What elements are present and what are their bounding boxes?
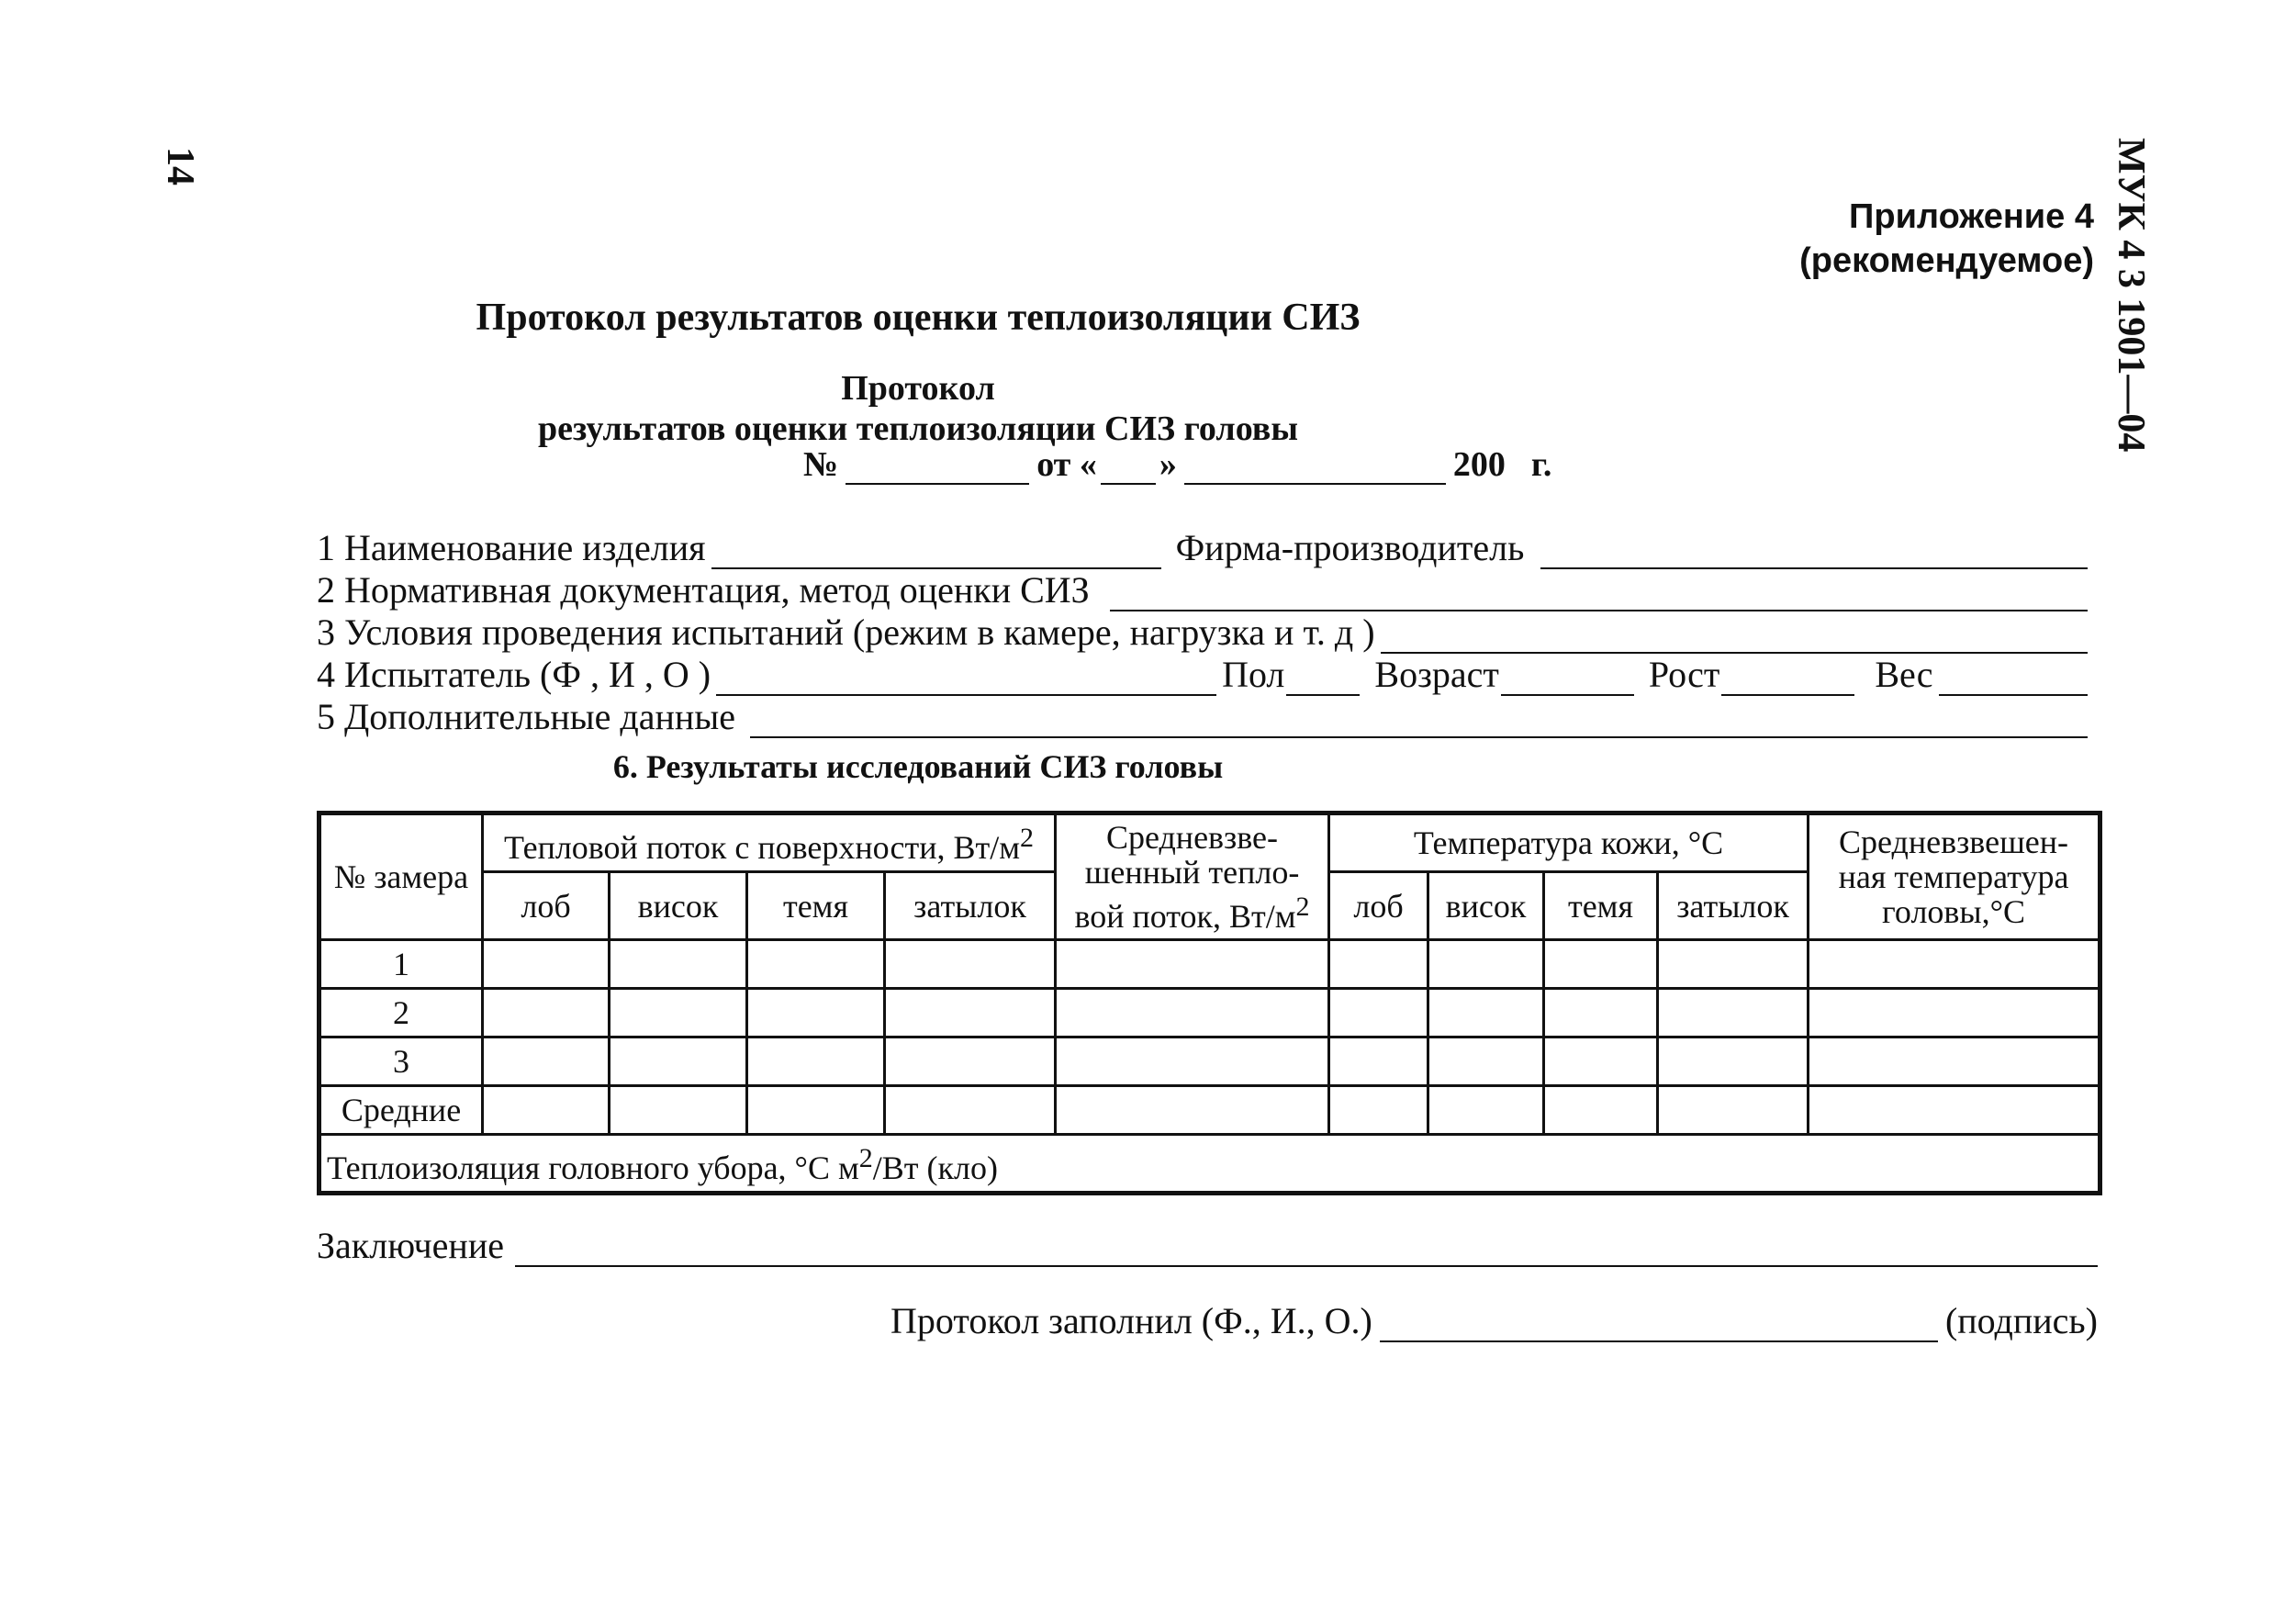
row-label: 1 [319,940,483,989]
table-cell[interactable] [1658,940,1809,989]
table-cell[interactable] [747,1037,885,1086]
insulation-unit: /Вт (кло) [872,1150,998,1186]
date-from-label: от « [1036,445,1097,484]
temp-forehead-header: лоб [1329,872,1428,940]
table-cell[interactable] [1809,1086,2100,1135]
temp-temple-header: висок [1428,872,1544,940]
table-cell[interactable] [610,1037,747,1086]
sex-field[interactable] [1286,661,1360,696]
row-label: 2 [319,989,483,1037]
table-cell[interactable] [610,989,747,1037]
table-cell[interactable] [1658,1037,1809,1086]
row-label: 3 [319,1037,483,1086]
manufacturer-label: Фирма-производитель [1175,527,1525,568]
weighted-flux-line-3-text: вой поток, Вт/м [1074,898,1296,935]
weighted-temp-line-1: Средневзвешен- [1839,824,2069,860]
flux-crown-header: темя [747,872,885,940]
table-row [319,1086,2100,1135]
table-row [319,989,2100,1037]
conclusion-field[interactable] [515,1232,2098,1267]
weighted-temp-header [1809,813,2100,940]
sex-label: Пол [1222,654,1285,695]
tester-name-field[interactable] [716,661,1216,696]
table-cell[interactable] [1329,1037,1428,1086]
header-row-1 [319,813,2100,872]
table-cell[interactable] [483,989,610,1037]
table-cell[interactable] [483,1037,610,1086]
tester-label: 4 Испытатель (Ф , И , О ) [317,654,711,695]
temp-occiput-header: затылок [1658,872,1809,940]
table-cell[interactable] [1809,1037,2100,1086]
flux-forehead-header: лоб [483,872,610,940]
measure-number-header: № замера [319,813,483,940]
table-cell[interactable] [1329,1086,1428,1135]
table-row [319,940,2100,989]
table-cell[interactable] [885,940,1056,989]
year-suffix: г. [1530,445,1552,484]
test-conditions-field[interactable] [1381,619,2088,654]
date-close-quote: » [1159,445,1177,484]
appendix-line-1: Приложение 4 [1849,197,2094,236]
insulation-sup: 2 [858,1143,873,1173]
weighted-flux-line-1: Средневзве- [1105,819,1279,856]
insulation-label: Теплоизоляция головного убора, °С м [327,1150,859,1186]
skin-temp-header: Температура кожи, °С [1329,813,1809,872]
protocol-subtitle: результатов оценки теплоизоляции СИЗ головы [537,409,1298,448]
heat-flux-header [483,813,1056,872]
table-cell[interactable] [1428,989,1544,1037]
insulation-cell[interactable] [319,1135,2100,1194]
age-field[interactable] [1501,661,1634,696]
additional-data-field[interactable] [750,703,2088,738]
test-conditions-label: 3 Условия проведения испытаний (режим в камере, нагрузка и т. д ) [317,611,1375,653]
table-cell[interactable] [1056,940,1329,989]
signature-label: (подпись) [1944,1300,2098,1341]
month-field[interactable] [1184,448,1446,485]
table-cell[interactable] [747,940,885,989]
filled-by-row [890,1296,2098,1342]
table-cell[interactable] [1658,1086,1809,1135]
day-field[interactable] [1101,448,1156,485]
table-cell[interactable] [1544,989,1658,1037]
product-name-label: 1 Наименование изделия [317,527,706,568]
field-row-2 [317,567,2093,611]
table-cell[interactable] [483,940,610,989]
table-cell[interactable] [1056,1037,1329,1086]
appendix-label [1799,195,2094,283]
field-row-3 [317,610,2093,654]
number-sign: № [803,445,839,484]
table-cell[interactable] [885,989,1056,1037]
field-row-4 [317,652,2093,696]
table-cell[interactable] [1544,1037,1658,1086]
heat-flux-sup: 2 [1020,823,1035,853]
appendix-line-2: (рекомендуемое) [1799,241,2094,280]
table-cell[interactable] [1428,940,1544,989]
temp-crown-header: темя [1544,872,1658,940]
weighted-flux-line-2: шенный тепло- [1084,854,1300,891]
page-number: 14 [159,147,201,185]
flux-temple-header: висок [610,872,747,940]
table-cell[interactable] [1658,989,1809,1037]
filled-by-label: Протокол заполнил (Ф., И., О.) [890,1300,1372,1341]
protocol-title: Протокол [841,369,995,408]
table-cell[interactable] [885,1037,1056,1086]
height-field[interactable] [1721,661,1854,696]
weighted-temp-line-3: головы,°С [1882,893,2025,930]
product-name-field[interactable] [711,534,1161,569]
field-row-1 [317,525,2093,569]
table-cell[interactable] [747,1086,885,1135]
table-cell[interactable] [1056,989,1329,1037]
table-cell[interactable] [610,1086,747,1135]
weight-label: Вес [1875,654,1933,695]
normative-doc-field[interactable] [1110,577,2088,611]
table-cell[interactable] [1544,940,1658,989]
row-label: Средние [319,1086,483,1135]
table-cell[interactable] [747,989,885,1037]
table-cell[interactable] [1809,989,2100,1037]
flux-occiput-header: затылок [885,872,1056,940]
field-row-5 [317,694,2093,738]
normative-doc-label: 2 Нормативная документация, метод оценки СИЗ [317,569,1090,611]
year-prefix: 200 [1452,445,1506,484]
document-code: МУК 4 3 1901—04 [2110,138,2152,453]
table-row [319,1037,2100,1086]
table-cell[interactable] [1428,1037,1544,1086]
age-label: Возраст [1374,654,1499,695]
weighted-temp-line-2: ная температура [1838,858,2069,895]
table-cell[interactable] [483,1086,610,1135]
section-title: 6. Результаты исследований СИЗ головы [612,748,1224,785]
height-label: Рост [1648,654,1720,695]
table-cell[interactable] [1329,989,1428,1037]
table-cell[interactable] [885,1086,1056,1135]
additional-data-label: 5 Дополнительные данные [317,696,735,737]
table-cell[interactable] [610,940,747,989]
conclusion-row [317,1221,2098,1267]
table-cell[interactable] [1056,1086,1329,1135]
table-cell[interactable] [1809,940,2100,989]
filled-by-field[interactable] [1380,1307,1938,1342]
weighted-flux-sup: 2 [1295,892,1310,922]
weight-field[interactable] [1939,661,2088,696]
table-cell[interactable] [1544,1086,1658,1135]
weighted-flux-header [1056,813,1329,940]
heat-flux-header-text: Тепловой поток с поверхности, Вт/м [503,829,1021,866]
number-field[interactable] [846,448,1029,485]
table-cell[interactable] [1329,940,1428,989]
table-cell[interactable] [1428,1086,1544,1135]
manufacturer-field[interactable] [1540,534,2088,569]
weighted-flux-line-3 [1057,890,1327,934]
insulation-row [319,1135,2100,1194]
conclusion-label: Заключение [317,1225,504,1266]
main-title: Протокол результатов оценки теплоизоляции СИЗ [476,297,1361,339]
results-table [317,811,2102,1195]
protocol-number-line [803,444,1551,485]
